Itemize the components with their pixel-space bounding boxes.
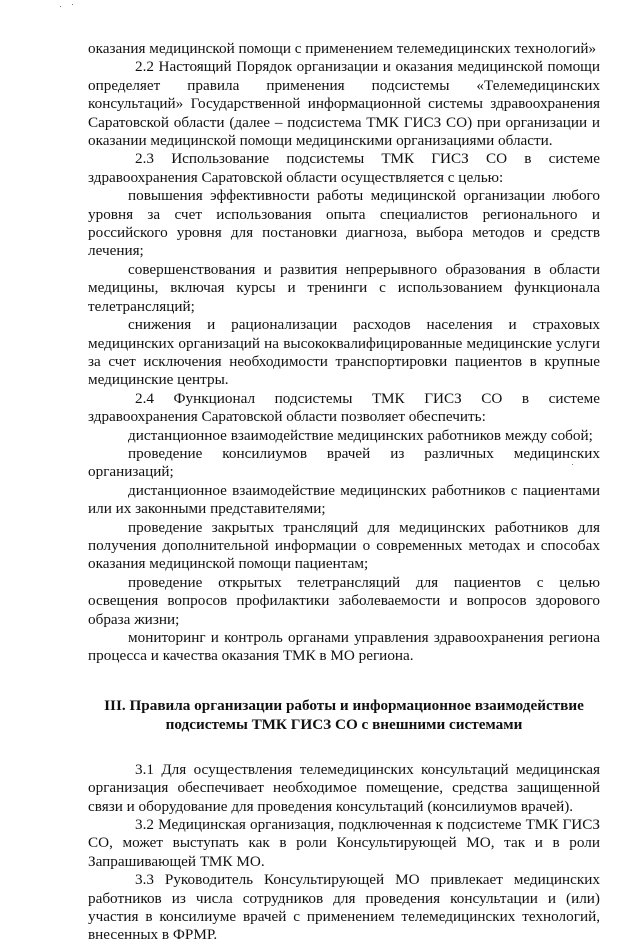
paragraph-2-2: 2.2 Настоящий Порядок организации и оказания медицинской помощи определяет правила применения подсистемы «Телемедицинских консультаций» Государственной информационной системы здравоохранения Саратовской области (далее – подсистема ТМК ГИСЗ СО) при организации и оказании медицинской помощи медицинскими организациями области. <box>88 58 600 150</box>
list-item: совершенствования и развития непрерывного образования в области медицины, включая курсы и тренинги с использованием функционала телетрансляций; <box>88 260 600 315</box>
list-item: дистанционное взаимодействие медицинских работников между собой; <box>128 426 593 444</box>
scan-speck <box>72 4 73 5</box>
paragraph-3-2: 3.2 Медицинская организация, подключенная к подсистеме ТМК ГИСЗ СО, может выступать как в роли Консультирующей МО, так и в роли Запрашивающей ТМК МО. <box>88 816 600 870</box>
paragraph-2-4: 2.4 Функционал подсистемы ТМК ГИСЗ СО в системе здравоохранения Саратовской области позволяет обеспечить: <box>88 389 600 426</box>
paragraph-2-3: 2.3 Использование подсистемы ТМК ГИСЗ СО в системе здравоохранения Саратовской области осуществляется с целью: <box>88 150 600 186</box>
list-item: повышения эффективности работы медицинской организации любого уровня за счет использования опыта специалистов регионального и российского уровня для постановки диагноза, выбора методов и средств лечения; <box>88 187 600 260</box>
list-item: мониторинг и контроль органами управления здравоохранения региона процесса и качества оказания ТМК в МО региона. <box>88 629 600 665</box>
text-block-after <box>88 761 600 945</box>
text-block-before <box>88 40 600 666</box>
list-item: проведение консилиумов врачей из различных медицинских организаций; <box>88 444 600 481</box>
list-item: снижения и рационализации расходов населения и страховых медицинских организаций на высококвалифицированные медицинские услуги за счет исключения необходимости транспортировки пациентов в крупные медицинские центры. <box>88 316 600 389</box>
section-heading-line-2: подсистемы ТМК ГИСЗ СО с внешними системами <box>165 715 523 733</box>
section-heading-line-1: III. Правила организации работы и информационное взаимодействие <box>104 696 584 714</box>
paragraph-continuation: оказания медицинской помощи с применением телемедицинских технологий» <box>88 40 597 57</box>
list-item: проведение открытых телетрансляций для пациентов с целью освещения вопросов профилактики заболеваемости и вопросов здорового образа жизни; <box>88 573 600 628</box>
scan-speck <box>572 464 573 465</box>
scan-speck <box>60 6 61 7</box>
list-item: дистанционное взаимодействие медицинских работников с пациентами или их законными представителями; <box>88 481 600 518</box>
paragraph-3-1: 3.1 Для осуществления телемедицинских консультаций медицинская организация обеспечивает необходимое помещение, средства защищенной связи и оборудование для проведения консультаций (консилиумов врачей). <box>88 760 600 815</box>
paragraph-3-3: 3.3 Руководитель Консультирующей МО привлекает медицинских работников из числа сотрудников для проведения консультации и (или) участия в консилиуме врачей с применением телемедицинских технологий, внесенных в ФРМР. <box>88 871 600 944</box>
list-item: проведение закрытых трансляций для медицинских работников для получения дополнительной информации о современных методах и способах оказания медицинской помощи пациентам; <box>88 518 600 573</box>
section-heading <box>88 696 600 734</box>
